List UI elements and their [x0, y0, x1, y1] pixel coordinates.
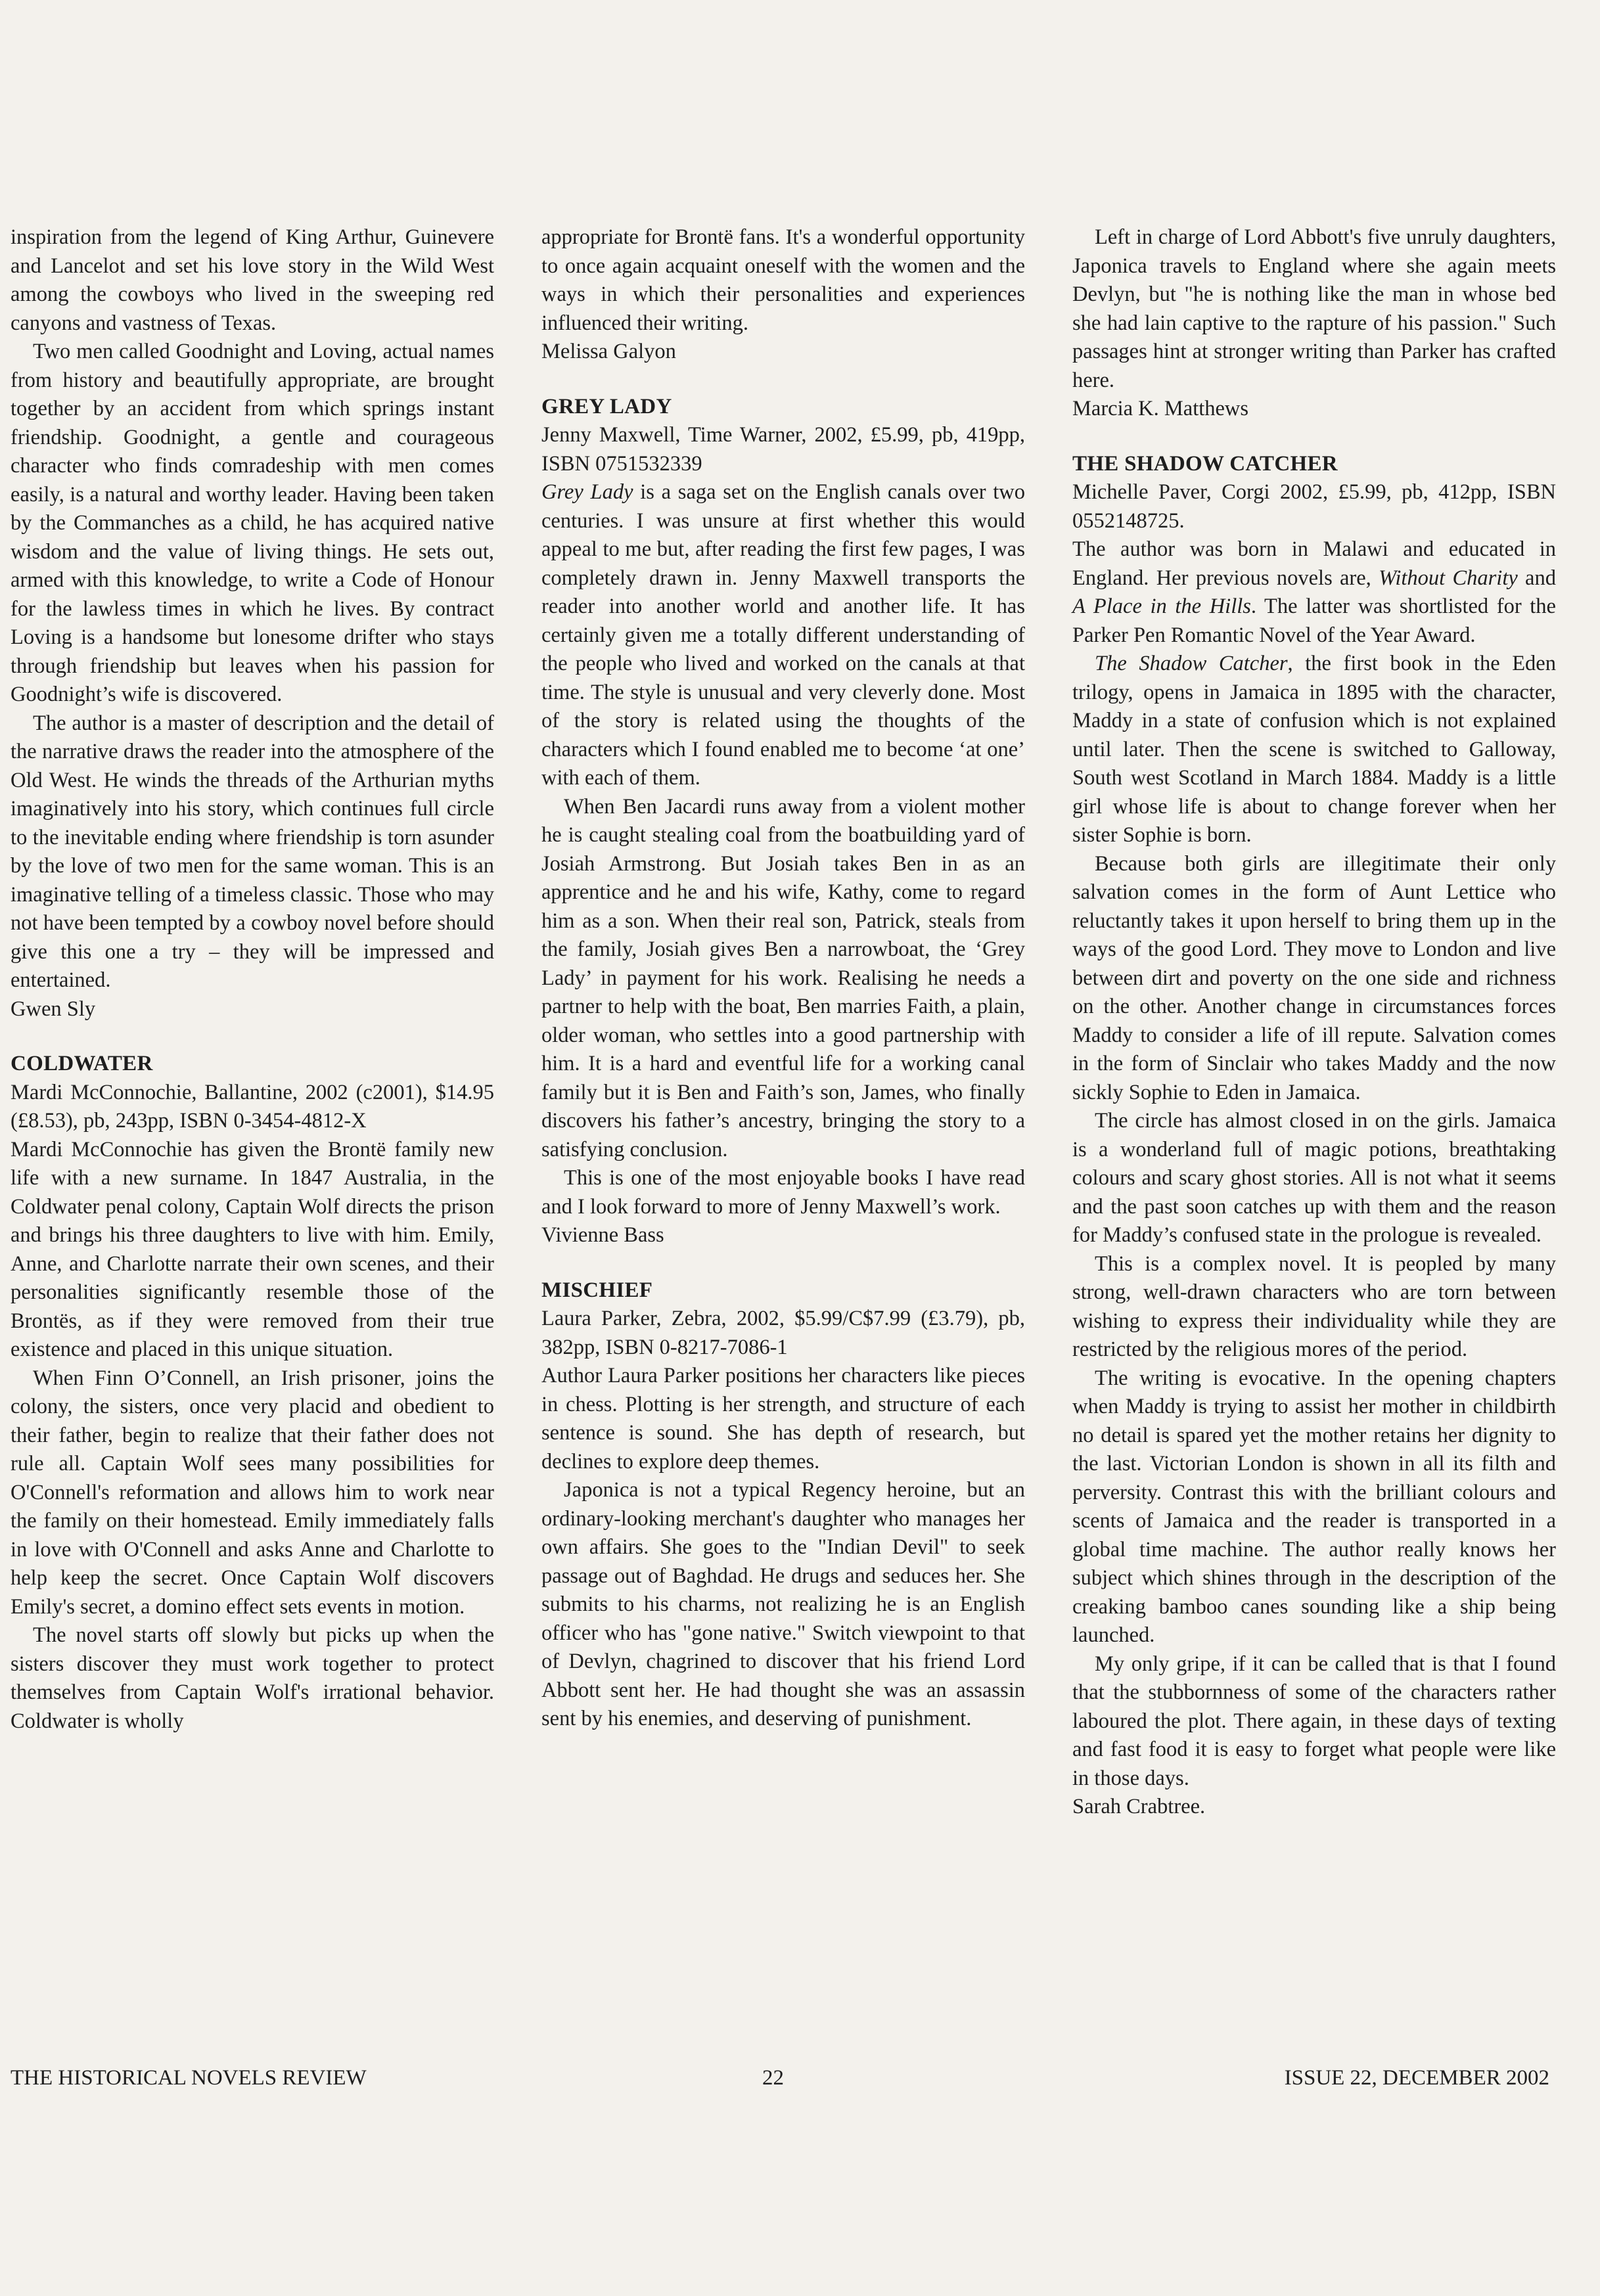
review-paragraph: Two men called Goodnight and Loving, actual names from history and beautifully appropriate, are brought together by an accident from which springs instant friendship. Goodnight, a gentle and courageous character who finds comradeship with men comes easily, is a natural and worthy leader. Having been taken by the Commanches as a child, he has acquired native wisdom and the value of living things. He sets out, armed with this knowledge, to write a Code of Honour for the lawless times in which he lives. By contract Loving is a handsome but lonesome drifter who stays through friendship but leaves when his passion for Goodnight’s wife is discovered.	[11, 340, 494, 706]
review-paragraph: This is a complex novel. It is peopled by many strong, well-drawn characters who are torn between wishing to express their individuality while they are restricted by the religious mores of the period.	[1072, 1251, 1556, 1361]
footer-publication-name: THE HISTORICAL NOVELS REVIEW	[11, 2066, 367, 2090]
reviewer-signature: Gwen Sly	[11, 997, 96, 1021]
book-title-italic: The Shadow Catcher	[1095, 652, 1288, 675]
bibliographic-details: Mardi McConnochie, Ballantine, 2002 (c2001), $14.95 (£8.53), pb, 243pp, ISBN 0-3454-4812-X	[11, 1080, 494, 1133]
book-title-italic: A Place in the Hills	[1072, 595, 1251, 618]
review-paragraph: My only gripe, if it can be called that is that I found that the stubbornness of some of the characters rather laboured the plot. There again, in these days of texting and fast food it is easy to forget what people were like in those days.	[1072, 1652, 1556, 1790]
review-paragraph: The circle has almost closed in on the girls. Jamaica is a wonderland full of magic potions, breathtaking colours and scary ghost stories. All is not what it seems and the past soon catches up with them and the reason for Maddy’s confused state in the prologue is revealed.	[1072, 1109, 1556, 1247]
reviewer-signature: Sarah Crabtree.	[1072, 1795, 1206, 1818]
paragraph-text: . The latter was shortlisted for the Parker Pen Romantic Novel of the Year Award.	[1072, 595, 1556, 647]
review-paragraph: When Finn O’Connell, an Irish prisoner, joins the colony, the sisters, once very placid and obedient to their father, begin to realize that their father does not rule all. Captain Wolf sees many possibilities for O'Connell's reformation and allows him to work near the family on their homestead. Emily immediately falls in love with O'Connell and asks Anne and Charlotte to help keep the secret. Once Captain Wolf discovers Emily's secret, a domino effect sets events in motion.	[11, 1366, 494, 1619]
book-title-italic: Grey Lady	[541, 480, 633, 504]
review-paragraph	[1072, 650, 1556, 850]
reviewer-signature: Marcia K. Matthews	[1072, 397, 1249, 420]
footer-page-number: 22	[762, 2066, 784, 2090]
column-3	[1072, 223, 1556, 1822]
review-paragraph: Because both girls are illegitimate their only salvation comes in the form of Aunt Lettice who reluctantly takes it upon herself to bring them up in the ways of the good Lord. They move to London and live between dirt and poverty on the one side and richness on the other. Another change in circumstances forces Maddy to consider a life of ill repute. Salvation comes in the form of Sinclair who takes Maddy and the now sickly Sophie to Eden in Jamaica.	[1072, 851, 1556, 1104]
review-paragraph: When Ben Jacardi runs away from a violent mother he is caught stealing coal from the boatbuilding yard of Josiah Armstrong. But Josiah takes Ben in as an apprentice and he and his wife, Kathy, come to regard him as a son. When their real son, Patrick, steals from the family, Josiah gives Ben a narrowboat, the ‘Grey Lady’ in payment for his work. Realising he needs a partner to help with the boat, Ben marries Faith, a plain, older woman, who settles into a good partnership with him. It is a hard and eventful life for a working canal family but it is Ben and Faith’s son, James, who finally discovers his father’s ancestry, bringing the story to a satisfying conclusion.	[541, 794, 1025, 1161]
review-paragraph: Author Laura Parker positions her characters like pieces in chess. Plotting is her strength, and structure of each sentence is sound. She has depth of research, but declines to explore deep themes.	[541, 1364, 1025, 1474]
review-paragraph	[541, 478, 1025, 793]
column-2	[541, 223, 1025, 1734]
review-paragraph: The novel starts off slowly but picks up when the sisters discover they must work together to protect themselves from Captain Wolf's irrational behavior. Coldwater is wholly	[11, 1623, 494, 1733]
book-title-italic: Without Charity	[1379, 566, 1518, 590]
paragraph-text: is a saga set on the English canals over two centuries. I was unsure at first whether this would appeal to me but, after reading the first few pages, I was completely drawn in. Jenny Maxwell transports the reader into another world and another life. It has certainly given me a totally different understanding of the people who lived and worked on the canals at that time. The style is unusual and very cleverly done. Most of the story is related using the thoughts of the characters which I found enabled me to become ‘at one’ with each of them.	[541, 480, 1025, 790]
reviewer-signature: Vivienne Bass	[541, 1223, 664, 1247]
paragraph-text: and	[1517, 566, 1556, 590]
review-paragraph: The author is a master of description and the detail of the narrative draws the reader into the atmosphere of the Old West. He winds the threads of the Arthurian myths imaginatively into his story, which continues full circle to the inevitable ending where friendship is torn asunder by the love of two men for the same woman. This is an imaginative telling of a timeless classic. Those who may not have been tempted by a cowboy novel before should give this one a try – they will be impressed and entertained.	[11, 711, 494, 992]
review-title-shadow-catcher: THE SHADOW CATCHER	[1072, 451, 1338, 476]
review-paragraph: Left in charge of Lord Abbott's five unruly daughters, Japonica travels to England where she again meets Devlyn, but "he is nothing like the man in whose bed she had lain captive to the rapture of his passion." Such passages hint at stronger writing than Parker has crafted here.	[1072, 225, 1556, 392]
column-1	[11, 223, 494, 1736]
review-paragraph: Japonica is not a typical Regency heroine, but an ordinary-looking merchant's daughter who manages her own affairs. She goes to the "Indian Devil" to seek passage out of Baghdad. He drugs and seduces her. She submits to his charms, not realizing he is an English officer who has "gone native." Switch viewpoint to that of Devlyn, chagrined to discover that his friend Lord Abbott sent her. He had thought she was an assassin sent by his enemies, and deserving of punishment.	[541, 1478, 1025, 1730]
reviewer-signature: Melissa Galyon	[541, 340, 676, 363]
review-title-grey-lady: GREY LADY	[541, 394, 672, 418]
review-paragraph	[1072, 535, 1556, 650]
footer-issue-date: ISSUE 22, DECEMBER 2002	[1284, 2066, 1549, 2090]
review-paragraph: inspiration from the legend of King Arthur, Guinevere and Lancelot and set his love story in the Wild West among the cowboys who lived in the sweeping red canyons and vastness of Texas.	[11, 225, 494, 335]
bibliographic-details: Michelle Paver, Corgi 2002, £5.99, pb, 412pp, ISBN 0552148725.	[1072, 480, 1556, 533]
bibliographic-details: Laura Parker, Zebra, 2002, $5.99/C$7.99 (£3.79), pb, 382pp, ISBN 0-8217-7086-1	[541, 1307, 1025, 1359]
review-title-mischief: MISCHIEF	[541, 1278, 653, 1302]
review-paragraph: This is one of the most enjoyable books I have read and I look forward to more of Jenny Maxwell’s work.	[541, 1166, 1025, 1219]
paragraph-text: , the first book in the Eden trilogy, opens in Jamaica in 1895 with the character, Maddy in a state of confusion which is not explained until later. Then the scene is switched to Galloway, South west Scotland in March 1884. Maddy is a little girl whose life is about to change forever when her sister Sophie is born.	[1072, 652, 1556, 847]
review-title-coldwater: COLDWATER	[11, 1052, 153, 1075]
section-gap	[1072, 424, 1556, 450]
section-gap	[541, 1250, 1025, 1276]
section-gap	[541, 367, 1025, 393]
review-paragraph: appropriate for Brontë fans. It's a wonderful opportunity to once again acquaint oneself with the women and the ways in which their personalities and experiences influenced their writing.	[541, 225, 1025, 335]
section-gap	[11, 1024, 494, 1050]
paragraph-text: The author was born in Malawi and educated in England. Her previous novels are,	[1072, 537, 1556, 590]
bibliographic-details: Jenny Maxwell, Time Warner, 2002, £5.99, pb, 419pp, ISBN 0751532339	[541, 423, 1025, 476]
review-paragraph: The writing is evocative. In the opening chapters when Maddy is trying to assist her mother in childbirth no detail is spared yet the mother retains her dignity to the last. Victorian London is shown in all its filth and perversity. Contrast this with the brilliant colours and scents of Jamaica and the reader is transported in a global time machine. The author really knows her subject which shines through in the description of the creaking bamboo canes sounding like a ship being launched.	[1072, 1366, 1556, 1647]
review-paragraph: Mardi McConnochie has given the Brontë family new life with a new surname. In 1847 Australia, in the Coldwater penal colony, Captain Wolf directs the prison and brings his three daughters to live with him. Emily, Anne, and Charlotte narrate their own scenes, and their personalities significantly resemble those of the Brontës, as if they were removed from their true existence and placed in this unique situation.	[11, 1137, 494, 1361]
